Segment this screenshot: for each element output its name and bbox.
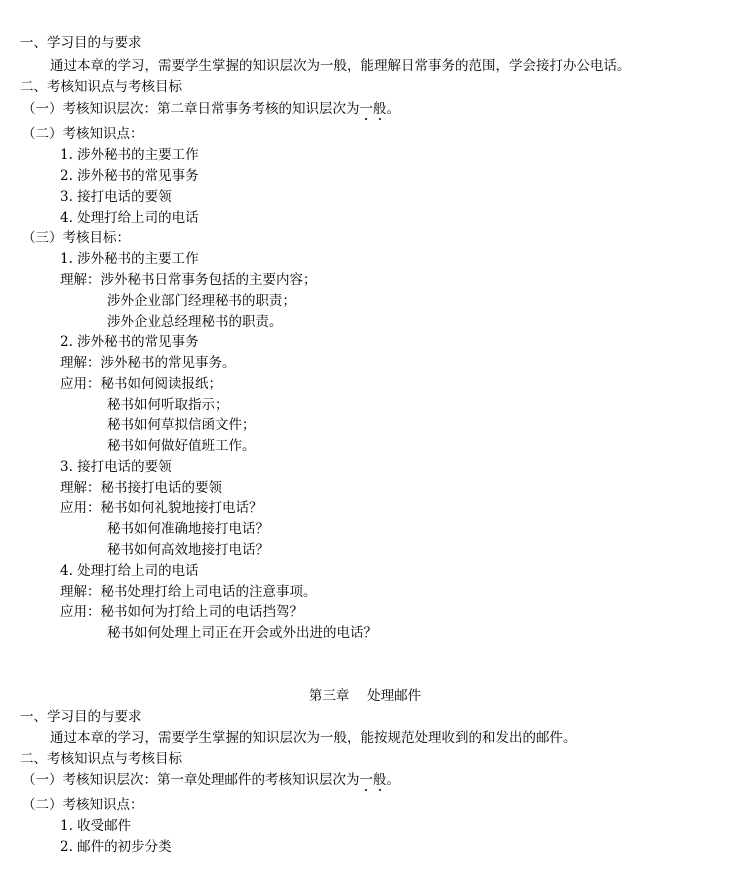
goal-apply: 应用：秘书如何阅读报纸； [60,376,222,392]
goal-understand: 理解：涉外秘书的常见事务。 [60,355,236,371]
goal-apply-item: 秘书如何处理上司正在开会或外出进的电话？ [107,625,377,641]
goal-apply-item: 秘书如何高效地接打电话？ [107,542,269,558]
goal-apply-item: 秘书如何草拟信函文件； [107,417,256,433]
section-title-goals: 一、学习目的与要求 [20,35,142,51]
emphasis-char: 般 [373,101,387,117]
goal-apply-item: 秘书如何做好值班工作。 [107,438,256,454]
chapter-heading: 第三章 处理邮件 [308,688,422,704]
knowledge-point: 2. 涉外秘书的常见事务 [60,168,199,184]
goal-apply-item: 秘书如何听取指示； [107,397,229,413]
knowledge-level-end: 。 [386,101,400,117]
knowledge-level [22,99,400,119]
knowledge-point: 1. 收受邮件 [60,818,132,834]
section-title-assessment: 二、考核知识点与考核目标 [20,751,182,767]
emphasis-char: 般 [373,772,387,788]
goal-understand: 理解：秘书接打电话的要领 [60,480,222,496]
goal-understand-item: 涉外企业总经理秘书的职责。 [107,314,283,330]
assessment-goals-title: （三）考核目标： [22,230,130,246]
knowledge-points-title: （二）考核知识点： [22,126,144,142]
goal-understand: 理解：涉外秘书日常事务包括的主要内容； [60,272,317,288]
knowledge-point: 1. 涉外秘书的主要工作 [60,147,199,163]
knowledge-level-text: （一）考核知识层次：第二章日常事务考核的知识层次为 [22,101,360,117]
goal-apply: 应用：秘书如何礼貌地接打电话？ [60,500,263,516]
goal-apply-item: 秘书如何准确地接打电话？ [107,521,269,537]
section-title-goals: 一、学习目的与要求 [20,709,142,725]
goal-title: 1. 涉外秘书的主要工作 [60,251,199,267]
knowledge-point: 4. 处理打给上司的电话 [60,210,199,226]
goals-body: 通过本章的学习，需要学生掌握的知识层次为一般，能理解日常事务的范围，学会接打办公电话。 [50,58,631,74]
knowledge-level-text: （一）考核知识层次：第一章处理邮件的考核知识层次为 [22,772,360,788]
goal-understand: 理解：秘书处理打给上司电话的注意事项。 [60,584,317,600]
goal-apply: 应用：秘书如何为打给上司的电话挡驾？ [60,604,303,620]
goal-understand-item: 涉外企业部门经理秘书的职责； [107,293,296,309]
emphasis-char: 一 [359,101,373,117]
knowledge-level [22,770,400,790]
knowledge-point: 2. 邮件的初步分类 [60,839,172,855]
knowledge-point: 3. 接打电话的要领 [60,189,172,205]
section-title-assessment: 二、考核知识点与考核目标 [20,79,182,95]
knowledge-level-end: 。 [386,772,400,788]
goal-title: 2. 涉外秘书的常见事务 [60,334,199,350]
goals-body: 通过本章的学习，需要学生掌握的知识层次为一般，能按规范处理收到的和发出的邮件。 [50,730,577,746]
knowledge-points-title: （二）考核知识点： [22,797,144,813]
emphasis-char: 一 [359,772,373,788]
goal-title: 4. 处理打给上司的电话 [60,563,199,579]
goal-title: 3. 接打电话的要领 [60,459,172,475]
